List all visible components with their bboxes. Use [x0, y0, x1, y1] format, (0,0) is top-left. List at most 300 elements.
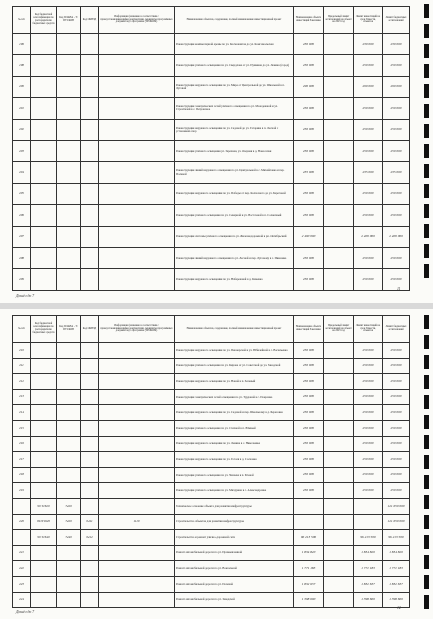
code-cell [81, 98, 99, 119]
program-info-cell [99, 34, 175, 55]
row-number: 205 [13, 183, 31, 204]
amount-cell: 121 650 000 [383, 498, 410, 514]
code-cell: 7420 [57, 514, 81, 530]
object-name: Реконструкция уличного освещения по ул. Мичурина в с. Александровка [175, 483, 294, 499]
amount-cell [324, 436, 354, 452]
amount-cell: 250 000 [294, 269, 324, 290]
amount-cell [354, 498, 383, 514]
amount-cell: 250 000 [383, 358, 410, 374]
code-cell [81, 452, 99, 468]
object-name: Реконструкция линий наружного освещения по ул. Лесной и пер. Луговому в с. Ивановка [175, 247, 294, 268]
object-name: Реконструкция уличного освещения по ул. Кирова от ул. Советской до ул. Заводской [175, 358, 294, 374]
program-info-cell [99, 374, 175, 390]
table-row [13, 561, 410, 577]
amount-cell [324, 343, 354, 359]
object-name: Реконструкция уличного освещения по ул. Свердлова от ул. Пушкина до ул. Ленина (город) [175, 55, 294, 76]
header-object: Наименование объектов, содержание, полный наименование инвестиционный проект [175, 7, 294, 34]
amount-cell: 250 000 [383, 119, 410, 140]
program-info-cell [99, 498, 175, 514]
header-col-1: Наименование объекта инвестиций Заказчика [294, 7, 324, 34]
amount-cell: 250 000 [294, 452, 324, 468]
object-name: Реконструкция наружного освещения по ул. Гоголя в д. Сосновка [175, 452, 294, 468]
code-cell [81, 183, 99, 204]
amount-cell: 1 834 820 [354, 545, 383, 561]
code-cell [31, 420, 57, 436]
program-info-cell [99, 183, 175, 204]
object-name: Реконструкция наружного освещения по ул. Новой в п. Зеленый [175, 374, 294, 390]
amount-cell: 250 000 [354, 55, 383, 76]
code-cell [81, 592, 99, 608]
amount-cell: 290 000 [294, 76, 324, 97]
object-name: Реконструкция наружного освещения по ул. Садовой и пер. Школьному в д. Березовка [175, 405, 294, 421]
object-name: Реконструкция наружного освещения по ул. Пионерской и ул. Юбилейной в с. Васильевка [175, 343, 294, 359]
program-info-cell [99, 119, 175, 140]
code-cell [57, 545, 81, 561]
amount-cell: 1 832 637 [294, 576, 324, 592]
code-cell [31, 34, 57, 55]
row-number: 224 [13, 592, 31, 608]
code-cell [57, 436, 81, 452]
amount-cell: 250 000 [354, 483, 383, 499]
header-col-1: Наименование объекта инвестиций Заказчика [294, 316, 324, 343]
program-info-cell [99, 530, 175, 546]
amount-cell [324, 119, 354, 140]
amount-cell [324, 483, 354, 499]
amount-cell [324, 498, 354, 514]
document-page-2 [0, 309, 433, 619]
header-code-3: Код ОКВЭД [81, 316, 99, 343]
code-cell [31, 405, 57, 421]
code-cell [31, 561, 57, 577]
amount-cell: 2 400 000 [294, 226, 324, 247]
amount-cell: 250 000 [383, 247, 410, 268]
code-cell [31, 467, 57, 483]
code-cell [81, 405, 99, 421]
object-name: Реконструкция наружного освещения по ул. Ленина в с. Николаевка [175, 436, 294, 452]
amount-cell: 2 400 000 [354, 226, 383, 247]
code-cell [81, 420, 99, 436]
amount-cell: 290 000 [383, 76, 410, 97]
code-cell: 99 Т1620 [31, 498, 57, 514]
amount-cell: 250 000 [354, 467, 383, 483]
code-cell [81, 226, 99, 247]
object-name: Реконструкция системы уличного освещения по ул. Железнодорожной в рп. Октябрьский [175, 226, 294, 247]
table-row [13, 358, 410, 374]
page-number: 12 [397, 606, 401, 610]
row-number: 204 [13, 162, 31, 183]
object-name: Техническое освоение объекта для развития инфраструктуры [175, 498, 294, 514]
table-row [13, 405, 410, 421]
code-cell [31, 76, 57, 97]
header-program-info: Информация (название в соответствии с правоустанавливающими документами, реквизиты программных документов) о программе (ТРОКОМ) [99, 316, 175, 343]
header-col-2: Предельный лимит ассигнований на объект на 2023 год [324, 316, 354, 343]
row-number: 214 [13, 405, 31, 421]
code-cell [31, 483, 57, 499]
table-row [13, 162, 410, 183]
code-cell [31, 162, 57, 183]
amount-cell [324, 545, 354, 561]
code-cell [81, 162, 99, 183]
program-info-cell [99, 576, 175, 592]
code-cell [57, 343, 81, 359]
amount-cell: 1 834 820 [294, 545, 324, 561]
amount-cell: 250 000 [354, 183, 383, 204]
investment-table-page-1 [12, 6, 410, 291]
object-name: Строительство и ремонт улично-дорожной сети [175, 530, 294, 546]
amount-cell: 250 000 [383, 55, 410, 76]
code-cell [81, 119, 99, 140]
amount-cell: 250 000 [383, 98, 410, 119]
code-cell [31, 452, 57, 468]
code-cell [31, 436, 57, 452]
object-name: Строительство объектов для развития инфраструктуры [175, 514, 294, 530]
amount-cell: 230 000 [294, 34, 324, 55]
row-number: 212 [13, 374, 31, 390]
amount-cell: 290 000 [354, 76, 383, 97]
program-info-cell [99, 269, 175, 290]
amount-cell: 250 000 [294, 483, 324, 499]
table-row [13, 247, 410, 268]
header-code-3: Код ОКВЭД [81, 7, 99, 34]
amount-cell: 250 000 [354, 452, 383, 468]
table-row [13, 226, 410, 247]
header-row [13, 7, 410, 34]
amount-cell: 250 000 [383, 205, 410, 226]
row-number [13, 530, 31, 546]
object-name: Реконструкция линий наружного освещения по ул. Центральной в с. Михайловка и пер. Полевой [175, 162, 294, 183]
object-name: Реконструкция наружного освещения по ул. Садовой до ул. Гагарина в п. Лесной с установкой опор [175, 119, 294, 140]
page-footer-left: Дошёл до 7 [16, 610, 35, 614]
amount-cell: 250 000 [383, 420, 410, 436]
table-row [13, 55, 410, 76]
amount-cell: 1 398 600 [383, 592, 410, 608]
amount-cell: 250 000 [294, 467, 324, 483]
code-cell [31, 576, 57, 592]
amount-cell: 250 000 [354, 436, 383, 452]
amount-cell [324, 98, 354, 119]
amount-cell [324, 576, 354, 592]
amount-cell: 250 000 [383, 269, 410, 290]
code-cell [31, 374, 57, 390]
program-info-cell: 1110 [99, 514, 175, 530]
code-cell [57, 183, 81, 204]
code-cell [31, 183, 57, 204]
code-cell [57, 561, 81, 577]
binding-marks [424, 0, 430, 303]
row-number: 218 [13, 467, 31, 483]
amount-cell: 1 771 183 [383, 561, 410, 577]
program-info-cell [99, 343, 175, 359]
header-code-2: Код ПЛАНА - Т/ПУСКОВ [57, 7, 81, 34]
object-name: Реконструкция наружного освещения по ул. Набережной в д. Каменка [175, 269, 294, 290]
code-cell [81, 576, 99, 592]
header-no: № п/п [13, 316, 31, 343]
code-cell [81, 343, 99, 359]
code-cell [57, 55, 81, 76]
program-info-cell [99, 592, 175, 608]
amount-cell [324, 247, 354, 268]
code-cell [31, 389, 57, 405]
amount-cell: 250 000 [354, 405, 383, 421]
amount-cell: 250 000 [354, 269, 383, 290]
code-cell [31, 98, 57, 119]
code-cell [57, 205, 81, 226]
code-cell [81, 545, 99, 561]
amount-cell [324, 592, 354, 608]
code-cell [31, 269, 57, 290]
amount-cell [324, 226, 354, 247]
table-row [13, 436, 410, 452]
amount-cell: 230 000 [383, 34, 410, 55]
table-row [13, 34, 410, 55]
amount-cell: 1 834 820 [383, 545, 410, 561]
object-name: Реконструкция электрических сетей уличного освещения по ул. Молодежной и ул. Строителей в с. Петровское [175, 98, 294, 119]
amount-cell: 250 000 [294, 55, 324, 76]
document-page-1 [0, 0, 433, 303]
program-info-cell [99, 389, 175, 405]
amount-cell: 235 000 [294, 162, 324, 183]
table-row [13, 119, 410, 140]
object-name: Реконструкция электрических сетей освещения по ул. Трудовой в с. Покровка [175, 389, 294, 405]
row-number: 196 [13, 34, 31, 55]
object-name: Реконструкция наружного освещения по ул. Мира от Центральной до ул. Школьной в п. Луговой [175, 76, 294, 97]
object-name: Ремонт автомобильной дороги по ул. Промышленной [175, 545, 294, 561]
header-object: Наименование объектов, содержание, полный наименование инвестиционный проект [175, 316, 294, 343]
row-number: 201 [13, 98, 31, 119]
row-number: 206 [13, 205, 31, 226]
code-cell [81, 374, 99, 390]
amount-cell: 250 000 [354, 98, 383, 119]
table-row [13, 76, 410, 97]
amount-cell: 250 000 [294, 140, 324, 161]
object-name: Реконструкция компьютерной арены по ул. Космонавтов до ул. Комсомольская [175, 34, 294, 55]
amount-cell [324, 561, 354, 577]
table-row [13, 452, 410, 468]
header-code-1: Код бюджетной классификации по распорядителю бюджетных средств [31, 7, 57, 34]
code-cell [81, 247, 99, 268]
amount-cell: 250 000 [294, 343, 324, 359]
amount-cell [324, 269, 354, 290]
amount-cell: 96 213 500 [294, 530, 324, 546]
code-cell [81, 205, 99, 226]
row-number: 202 [13, 119, 31, 140]
header-no: № п/п [13, 7, 31, 34]
amount-cell: 230 000 [354, 34, 383, 55]
amount-cell: 250 000 [354, 374, 383, 390]
code-cell [31, 205, 57, 226]
code-cell [81, 467, 99, 483]
amount-cell: 250 000 [294, 119, 324, 140]
amount-cell [324, 389, 354, 405]
code-cell [57, 452, 81, 468]
row-number: 216 [13, 436, 31, 452]
code-cell [81, 436, 99, 452]
amount-cell: 235 000 [383, 162, 410, 183]
header-col-4: Лимит бюджетных ассигнований [383, 7, 410, 34]
program-info-cell [99, 467, 175, 483]
code-cell [57, 389, 81, 405]
amount-cell [324, 34, 354, 55]
table-row [13, 183, 410, 204]
row-number: 221 [13, 545, 31, 561]
row-number: 207 [13, 226, 31, 247]
code-cell [57, 483, 81, 499]
amount-cell: 250 000 [354, 205, 383, 226]
amount-cell: 235 000 [354, 162, 383, 183]
program-info-cell [99, 545, 175, 561]
program-info-cell [99, 76, 175, 97]
object-name: Реконструкция уличного освещения ул. Заречная, ул. Озерная в д. Новоселки [175, 140, 294, 161]
amount-cell [324, 452, 354, 468]
table-row [13, 483, 410, 499]
code-cell [57, 358, 81, 374]
code-cell [31, 247, 57, 268]
code-cell [31, 226, 57, 247]
header-code-2: Код ПЛАНА - Т/ПУСКОВ [57, 316, 81, 343]
header-col-2: Предельный лимит ассигнований на объект на 2023 год [324, 7, 354, 34]
program-info-cell [99, 436, 175, 452]
code-cell: 991Т1620 [31, 514, 57, 530]
amount-cell: 250 000 [354, 343, 383, 359]
row-number: 198 [13, 55, 31, 76]
code-cell [57, 269, 81, 290]
row-number: 200 [13, 76, 31, 97]
code-cell: 7420 [57, 498, 81, 514]
table-row [13, 576, 410, 592]
code-cell [81, 269, 99, 290]
amount-cell: 250 000 [383, 389, 410, 405]
table-row [13, 205, 410, 226]
code-cell: 0411 [81, 514, 99, 530]
amount-cell [324, 140, 354, 161]
table-row [13, 269, 410, 290]
header-code-1: Код бюджетной классификации по распорядителю бюджетных средств [31, 316, 57, 343]
object-name: Ремонт автомобильной дороги по ул. Заводской [175, 592, 294, 608]
program-info-cell [99, 405, 175, 421]
amount-cell [354, 514, 383, 530]
code-cell [57, 162, 81, 183]
page-number: 11 [397, 287, 401, 291]
amount-cell [324, 467, 354, 483]
code-cell [57, 247, 81, 268]
amount-cell [324, 205, 354, 226]
amount-cell: 1 771 183 [294, 561, 324, 577]
amount-cell: 2 400 000 [383, 226, 410, 247]
program-info-cell [99, 98, 175, 119]
code-cell: 7440 [57, 530, 81, 546]
object-name: Реконструкция уличного освещения по ул. Степной в п. Южный [175, 420, 294, 436]
header-col-4: Лимит бюджетных ассигнований [383, 316, 410, 343]
row-number: 215 [13, 420, 31, 436]
row-number: 208 [13, 247, 31, 268]
page-footer-left: Дошёл до 7 [16, 294, 35, 298]
amount-cell [324, 420, 354, 436]
row-number: 203 [13, 140, 31, 161]
program-info-cell [99, 561, 175, 577]
row-number: 210 [13, 343, 31, 359]
amount-cell: 250 000 [294, 405, 324, 421]
amount-cell: 250 000 [383, 483, 410, 499]
program-info-cell [99, 205, 175, 226]
code-cell [57, 76, 81, 97]
header-col-3: Лимит инвестиций на срок Тяжести, объектов [354, 7, 383, 34]
table-row [13, 389, 410, 405]
amount-cell: 250 000 [294, 358, 324, 374]
code-cell [81, 561, 99, 577]
amount-cell: 121 650 000 [383, 514, 410, 530]
row-number: 213 [13, 389, 31, 405]
row-number: 223 [13, 576, 31, 592]
table-row [13, 140, 410, 161]
code-cell [81, 389, 99, 405]
code-cell [57, 98, 81, 119]
amount-cell [324, 55, 354, 76]
amount-cell: 250 000 [354, 140, 383, 161]
table-row [13, 545, 410, 561]
code-cell [31, 55, 57, 76]
code-cell [57, 467, 81, 483]
amount-cell: 250 000 [383, 374, 410, 390]
code-cell [57, 374, 81, 390]
amount-cell: 250 000 [383, 140, 410, 161]
code-cell: 0412 [81, 530, 99, 546]
row-number: 217 [13, 452, 31, 468]
amount-cell [324, 514, 354, 530]
object-name: Реконструкция уличного освещения по ул. Северной и ул. Восточной в п. Солнечный [175, 205, 294, 226]
amount-cell [324, 76, 354, 97]
amount-cell: 96 213 500 [383, 530, 410, 546]
code-cell [81, 76, 99, 97]
code-cell [57, 420, 81, 436]
amount-cell: 250 000 [294, 436, 324, 452]
amount-cell [324, 374, 354, 390]
amount-cell [324, 530, 354, 546]
amount-cell: 250 000 [354, 119, 383, 140]
code-cell [81, 483, 99, 499]
investment-table-page-2 [12, 315, 410, 608]
header-program-info: Информация (название в соответствии с правоустанавливающими документами, реквизиты программных документов) о программе (ТРОКОМ) [99, 7, 175, 34]
program-info-cell [99, 358, 175, 374]
code-cell [31, 545, 57, 561]
amount-cell: 250 000 [383, 405, 410, 421]
amount-cell: 250 000 [383, 452, 410, 468]
code-cell [81, 140, 99, 161]
code-cell [81, 358, 99, 374]
amount-cell [294, 498, 324, 514]
amount-cell: 250 000 [383, 467, 410, 483]
row-number: 219 [13, 483, 31, 499]
row-number: 220 [13, 514, 31, 530]
table-row [13, 514, 410, 530]
amount-cell: 250 000 [354, 247, 383, 268]
code-cell: 99 Т1640 [31, 530, 57, 546]
code-cell [81, 55, 99, 76]
table-row [13, 343, 410, 359]
code-cell [31, 140, 57, 161]
program-info-cell [99, 226, 175, 247]
amount-cell: 1 398 600 [354, 592, 383, 608]
amount-cell: 250 000 [383, 343, 410, 359]
table-row [13, 530, 410, 546]
amount-cell: 250 000 [294, 183, 324, 204]
code-cell [31, 119, 57, 140]
object-name: Реконструкция наружного освещения по ул. Победы от пер. Колхозного до ул. Береговой [175, 183, 294, 204]
code-cell [31, 358, 57, 374]
row-number: 211 [13, 358, 31, 374]
program-info-cell [99, 247, 175, 268]
amount-cell: 1 832 637 [383, 576, 410, 592]
row-number: 209 [13, 269, 31, 290]
